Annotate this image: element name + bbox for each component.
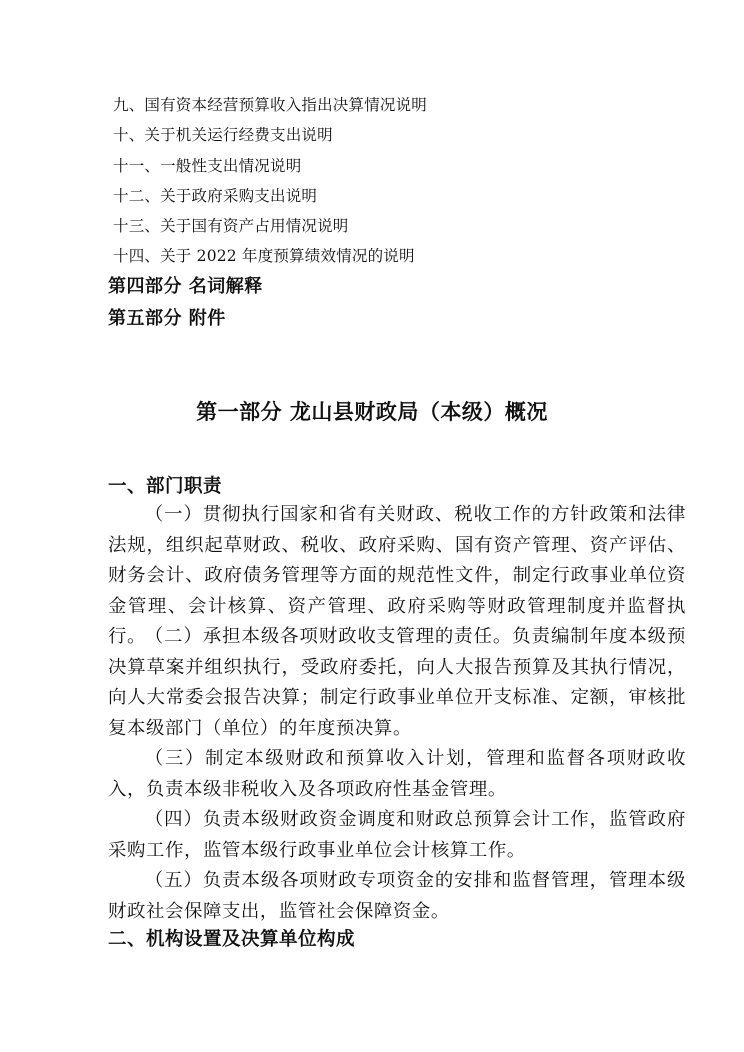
toc-item-13: 十三、关于国有资产占用情况说明 [113, 217, 349, 235]
section-heading-organization: 二、机构设置及决算单位构成 [108, 929, 356, 950]
toc-item-10: 十、关于机关运行经费支出说明 [113, 126, 333, 144]
toc-item-9: 九、国有资本经营预算收入指出决算情况说明 [113, 96, 428, 114]
duty-paragraph-4: （四）负责本级财政资金调度和财政总预算会计工作，监管政府采购工作，监管本级行政事业单位会计核算工作。 [108, 809, 686, 861]
toc-item-14: 十四、关于 2022 年度预算绩效情况的说明 [113, 247, 415, 265]
toc-item-12: 十二、关于政府采购支出说明 [113, 187, 318, 205]
toc-part-five: 第五部分 附件 [108, 308, 226, 329]
toc-item-11: 十一、一般性支出情况说明 [113, 157, 302, 175]
duty-paragraph-2: （二）承担本级各项财政收支管理的责任。负责编制年度本级预决算草案并组织执行，受政府委托，向人大报告预算及其执行情况，向人大常委会报告决算；制定行政事业单位开支标准、定额，审核批复本级部门（单位）的年度预决算。 [108, 626, 686, 739]
section-heading-duties: 一、部门职责 [108, 476, 223, 497]
duty-paragraph-1: （一）贯彻执行国家和省有关财政、税收工作的方针政策和法律法规，组织起草财政、税收、政府采购、国有资产管理、资产评估、财务会计、政府债务管理等方面的规范性文件，制定行政事业单位资金管理、会计核算、资产管理、政府采购等财政管理制度并监督执行。 [108, 504, 686, 647]
duty-paragraph-3: （三）制定本级财政和预算收入计划，管理和监督各项财政收入，负责本级非税收入及各项政府性基金管理。 [108, 748, 686, 800]
duty-paragraph-5: （五）负责本级各项财政专项资金的安排和监督管理，管理本级财政社会保障支出，监管社会保障资金。 [108, 870, 686, 922]
toc-part-four: 第四部分 名词解释 [108, 276, 263, 297]
part-one-title: 第一部分 龙山县财政局（本级）概况 [196, 399, 548, 424]
